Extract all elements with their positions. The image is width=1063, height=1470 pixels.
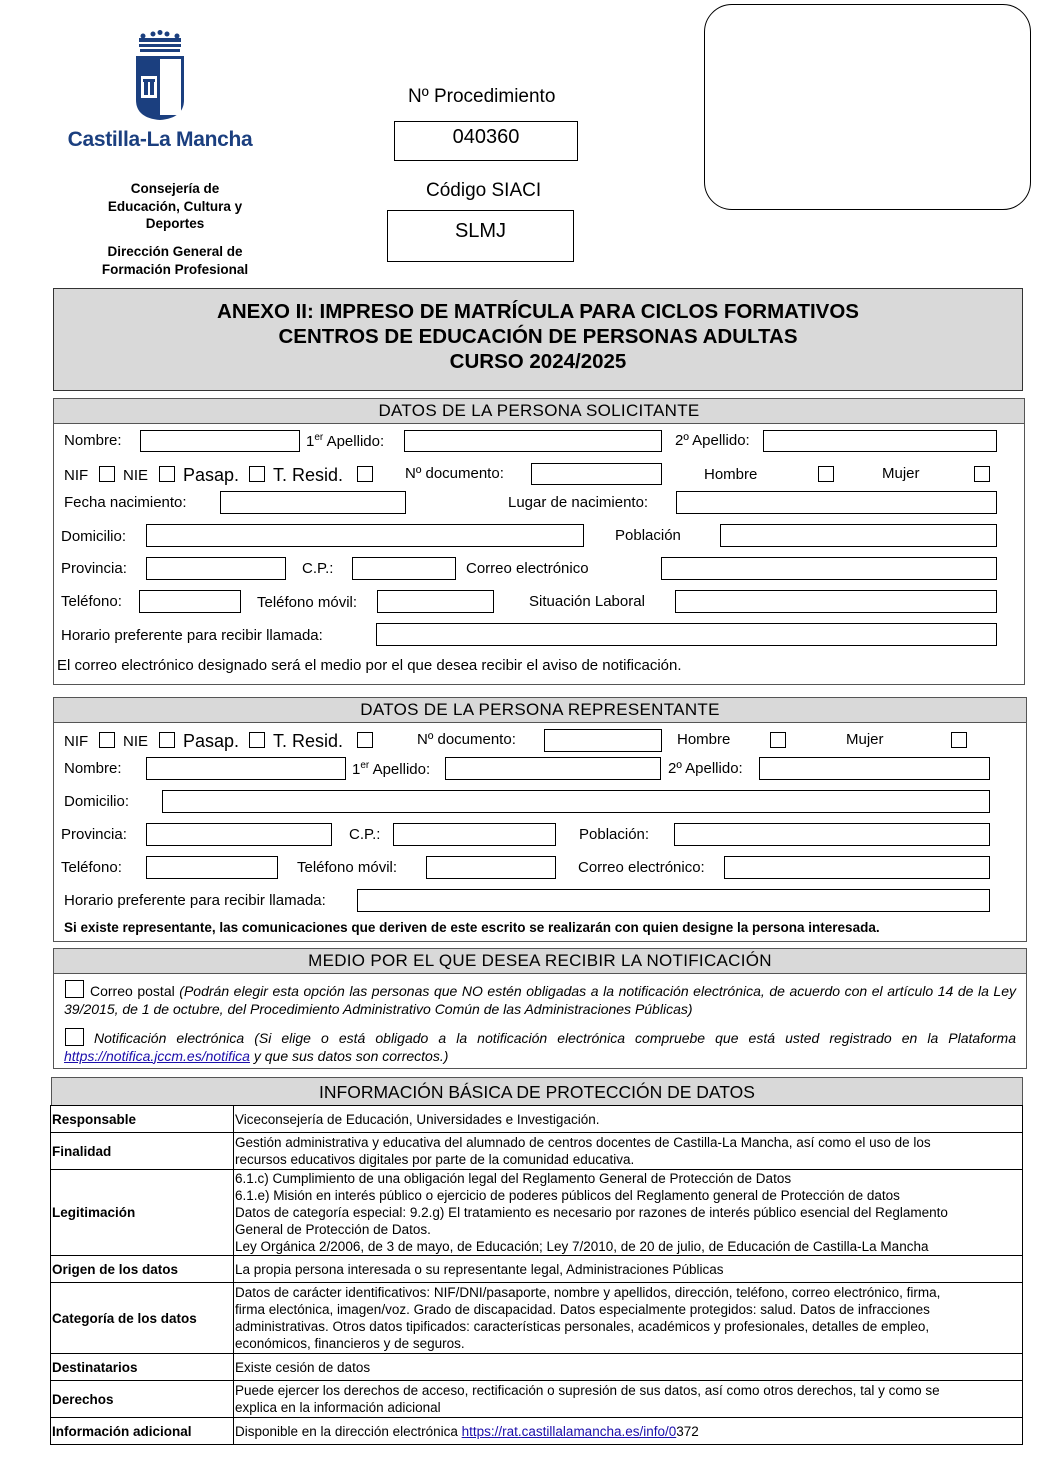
row-value: [234, 1106, 1023, 1133]
direccion-text: [75, 243, 275, 278]
rep-label-tresid: T. Resid.: [273, 731, 344, 751]
correo-postal-label: Correo postal: [90, 983, 175, 999]
label-situacion: Situación Laboral: [529, 593, 645, 610]
label-nie: NIE: [123, 467, 149, 484]
lugar-nac-input[interactable]: [676, 491, 997, 514]
row-value-line: Viceconsejería de Educación, Universidades e Investigación.: [235, 1111, 600, 1127]
poblacion-input[interactable]: [720, 524, 997, 547]
horario-input[interactable]: [376, 623, 997, 646]
rep-label-apellido2: 2º Apellido:: [668, 760, 743, 777]
label-telefono: Teléfono:: [61, 593, 122, 610]
situacion-input[interactable]: [675, 590, 997, 613]
rep-nif-checkbox[interactable]: [99, 732, 115, 748]
label-apellido2: 2º Apellido:: [675, 432, 750, 449]
rep-apellido1-num: 1: [352, 761, 361, 778]
solicitante-note: El correo electrónico designado será el medio por el que desea recibir el aviso de notificación.: [57, 657, 682, 674]
proteccion-heading: INFORMACIÓN BÁSICA DE PROTECCIÓN DE DATOS: [51, 1077, 1023, 1105]
table-row: [51, 1170, 1023, 1256]
adicional-pre: Disponible en la dirección electrónica: [235, 1423, 462, 1439]
table-row: [51, 1133, 1023, 1170]
rep-label-domicilio: Domicilio:: [64, 793, 130, 810]
rep-label-provincia: Provincia:: [61, 826, 127, 843]
rep-provincia-input[interactable]: [146, 823, 332, 846]
notificacion-electronica-label: Notificación electrónica: [94, 1030, 245, 1046]
rep-label-nombre: Nombre:: [64, 760, 122, 777]
hombre-checkbox[interactable]: [818, 466, 834, 482]
table-row: [51, 1381, 1023, 1418]
row-key: Legitimación: [51, 1170, 234, 1256]
rep-label-horario: Horario preferente para recibir llamada:: [64, 892, 326, 909]
row-value-line: General de Protección de Datos.: [235, 1222, 431, 1237]
rep-label-nie: NIE: [123, 733, 149, 750]
org-line: Formación Profesional: [101, 261, 249, 277]
row-key: Finalidad: [51, 1133, 234, 1170]
label-correo: Correo electrónico: [466, 560, 589, 577]
label-poblacion: Población: [615, 527, 681, 544]
rep-mujer-checkbox[interactable]: [951, 732, 967, 748]
rep-apellido1-text: Apellido:: [369, 761, 431, 778]
rep-label-correo: Correo electrónico:: [578, 859, 705, 876]
rep-label-telefono: Teléfono:: [61, 859, 122, 876]
label-cp: C.P.:: [302, 560, 334, 577]
row-value: [234, 1170, 1023, 1256]
ndoc-input[interactable]: [531, 463, 662, 485]
row-key: Destinatarios: [51, 1354, 234, 1381]
row-value-line: Gestión administrativa y educativa del alumnado de centros docentes de Castilla-La Mancha, así como el uso de los: [235, 1135, 931, 1150]
adicional-post: 372: [676, 1423, 699, 1439]
row-key: Origen de los datos: [51, 1256, 234, 1283]
correo-postal-explanation: (Podrán elegir esta opción las personas que NO estén obligadas a la notificación electrónica, de acuerdo con el artículo 14 de la Ley 39/2015, de 1 de octubre, del Procedimiento Administrativo Común de las Administraciones Públicas): [64, 983, 1017, 1017]
org-line: Consejería de: [130, 181, 220, 196]
row-value-line: explica en la información adicional: [235, 1400, 441, 1415]
rep-label-poblacion: Población:: [579, 826, 650, 843]
label-domicilio: Domicilio:: [61, 528, 127, 545]
rep-label-ndoc: Nº documento:: [417, 731, 516, 748]
provincia-input[interactable]: [146, 557, 286, 580]
rep-label-nif: NIF: [64, 733, 89, 750]
row-value-line: firma electónica, imagen/voz. Grado de discapacidad. Datos especialmente protegidos: salud. Datos de infracciones: [235, 1302, 930, 1317]
rep-telefono-input[interactable]: [146, 856, 278, 879]
rep-domicilio-input[interactable]: [162, 790, 990, 813]
title-line2: CENTROS DE EDUCACIÓN DE PERSONAS ADULTAS: [278, 325, 798, 348]
procedure-label: Nº Procedimiento: [408, 86, 556, 107]
label-movil: Teléfono móvil:: [257, 594, 358, 611]
siaci-value: SLMJ: [454, 220, 507, 242]
title-line3: CURSO 2024/2025: [449, 350, 627, 373]
apellido2-input[interactable]: [763, 430, 997, 452]
rat-link[interactable]: https://rat.castillalamancha.es/info/0: [461, 1423, 677, 1439]
rep-correo-input[interactable]: [724, 856, 990, 879]
row-value: [234, 1283, 1023, 1354]
title-line1: ANEXO II: IMPRESO DE MATRÍCULA PARA CICLOS FORMATIVOS: [217, 300, 859, 323]
row-value: [234, 1418, 1023, 1445]
apellido1-sup: er: [314, 432, 324, 443]
label-tresid: T. Resid.: [273, 465, 344, 485]
notificacion-electronica-text: [64, 1030, 1016, 1065]
rep-label-apellido1: [352, 760, 430, 778]
rep-nombre-input[interactable]: [146, 757, 346, 780]
row-value-line: Puede ejercer los derechos de acceso, rectificación o supresión de sus datos, así como otros derechos, tal y como se: [235, 1383, 940, 1398]
proteccion-table: [50, 1105, 1023, 1445]
fecha-nac-input[interactable]: [220, 491, 406, 514]
row-key: Categoría de los datos: [51, 1283, 234, 1354]
row-value-line: La propia persona interesada o su representante legal, Administraciones Públicas: [235, 1261, 724, 1277]
tresid-checkbox[interactable]: [357, 466, 373, 482]
pasaporte-checkbox[interactable]: [249, 466, 265, 482]
label-mujer: Mujer: [882, 465, 920, 482]
row-value-line: Ley Orgánica 2/2006, de 3 de mayo, de Educación; Ley 7/2010, de 20 de julio, de Educación de Castilla-La Mancha: [235, 1239, 929, 1254]
label-hombre: Hombre: [704, 466, 758, 483]
label-apellido1: [306, 432, 384, 450]
rep-tresid-checkbox[interactable]: [357, 732, 373, 748]
siaci-label: Código SIACI: [426, 180, 542, 201]
label-provincia: Provincia:: [61, 560, 127, 577]
rep-horario-input[interactable]: [357, 889, 990, 912]
title-box: [53, 288, 1023, 391]
movil-input[interactable]: [377, 590, 494, 613]
nif-checkbox[interactable]: [99, 466, 115, 482]
row-value-line: Datos de categoría especial: 9.2.g) El tratamiento es necesario por razones de interés público esencial del Reglamento: [235, 1205, 948, 1220]
apellido1-text: Apellido:: [323, 433, 385, 450]
rep-apellido2-input[interactable]: [759, 757, 990, 780]
row-value-line: 6.1.c) Cumplimiento de una obligación legal del Reglamento General de Protección de Datos: [235, 1171, 792, 1186]
row-value: [234, 1381, 1023, 1418]
mujer-checkbox[interactable]: [974, 466, 990, 482]
nie-checkbox[interactable]: [159, 466, 175, 482]
row-value: [234, 1256, 1023, 1283]
rep-label-movil: Teléfono móvil:: [297, 859, 398, 876]
procedure-value: 040360: [452, 126, 520, 148]
logo-text: Castilla-La Mancha: [67, 128, 253, 151]
label-nif: NIF: [64, 467, 89, 484]
rep-movil-input[interactable]: [426, 856, 556, 879]
siaci-field: [387, 210, 574, 262]
rep-nie-checkbox[interactable]: [159, 732, 175, 748]
cp-input[interactable]: [352, 557, 456, 580]
table-row: [51, 1418, 1023, 1445]
org-line: Deportes: [145, 216, 205, 231]
rep-pasaporte-checkbox[interactable]: [249, 732, 265, 748]
rep-apellido1-sup: er: [360, 760, 370, 771]
correo-input[interactable]: [661, 557, 997, 580]
row-value-line: Datos de carácter identificativos: NIF/DNI/pasaporte, nombre y apellidos, dirección, teléfono, correo electrónico, firma,: [235, 1285, 941, 1300]
notificacion-heading: MEDIO POR EL QUE DESEA RECIBIR LA NOTIFICACIÓN: [54, 949, 1026, 974]
procedure-field: [394, 121, 578, 161]
rep-cp-input[interactable]: [393, 823, 556, 846]
apellido1-input[interactable]: [404, 430, 662, 452]
row-value-line: administrativas. Otros datos tipificados: características personales, académicos y profesionales, detalles de empleo,: [235, 1319, 930, 1334]
correo-postal-text: [64, 983, 1016, 1018]
consejeria-text: [85, 180, 265, 233]
representante-heading: DATOS DE LA PERSONA REPRESENTANTE: [54, 698, 1026, 723]
org-line: Dirección General de: [107, 244, 243, 259]
table-row: [51, 1283, 1023, 1354]
rep-label-pasaporte: Pasap.: [183, 731, 240, 751]
row-key: Responsable: [51, 1106, 234, 1133]
apellido1-num: 1: [306, 433, 315, 450]
row-value-line: económicos, financieros y de seguros.: [235, 1336, 465, 1351]
representante-note: Si existe representante, las comunicaciones que deriven de este escrito se realizarán con quien designe la persona interesada.: [64, 920, 880, 935]
rep-label-hombre: Hombre: [677, 731, 731, 748]
rep-poblacion-input[interactable]: [674, 823, 990, 846]
org-line: Educación, Cultura y: [107, 198, 243, 214]
label-pasaporte: Pasap.: [183, 465, 240, 485]
nombre-input[interactable]: [140, 430, 300, 452]
row-value: [234, 1133, 1023, 1170]
solicitante-heading: DATOS DE LA PERSONA SOLICITANTE: [54, 399, 1024, 424]
row-value-line: Existe cesión de datos: [235, 1359, 371, 1375]
domicilio-input[interactable]: [146, 524, 584, 547]
row-value-line: 6.1.e) Misión en interés público o ejercicio de poderes públicos del Reglamento general de Protección de datos: [235, 1188, 900, 1203]
rep-apellido1-input[interactable]: [445, 757, 661, 780]
rep-label-mujer: Mujer: [846, 731, 884, 748]
row-value: [234, 1354, 1023, 1381]
coat-of-arms-logo: [133, 30, 187, 122]
row-key: Información adicional: [51, 1418, 234, 1445]
registry-stamp-box: [704, 4, 1031, 210]
rep-ndoc-input[interactable]: [544, 729, 662, 752]
label-lugar-nac: Lugar de nacimiento:: [508, 494, 649, 511]
table-row: [51, 1106, 1023, 1133]
table-row: [51, 1354, 1023, 1381]
telefono-input[interactable]: [139, 590, 241, 613]
notificacion-electronica-explanation: (Si elige o está obligado a la notificación electrónica compruebe que está usted registrado en la Plataforma: [254, 1030, 1016, 1046]
table-row: [51, 1256, 1023, 1283]
notifica-link[interactable]: https://notifica.jccm.es/notifica: [64, 1047, 250, 1064]
label-nombre: Nombre:: [64, 432, 122, 449]
label-fecha-nac: Fecha nacimiento:: [64, 494, 187, 511]
rep-label-cp: C.P.:: [349, 826, 381, 843]
row-key: Derechos: [51, 1381, 234, 1418]
label-ndoc: Nº documento:: [405, 465, 504, 482]
rep-hombre-checkbox[interactable]: [770, 732, 786, 748]
row-value-line: recursos educativos digitales por parte de la comunidad educativa.: [235, 1152, 635, 1167]
label-horario: Horario preferente para recibir llamada:: [61, 627, 323, 644]
notificacion-electronica-tail: y que sus datos son correctos.): [253, 1047, 449, 1064]
